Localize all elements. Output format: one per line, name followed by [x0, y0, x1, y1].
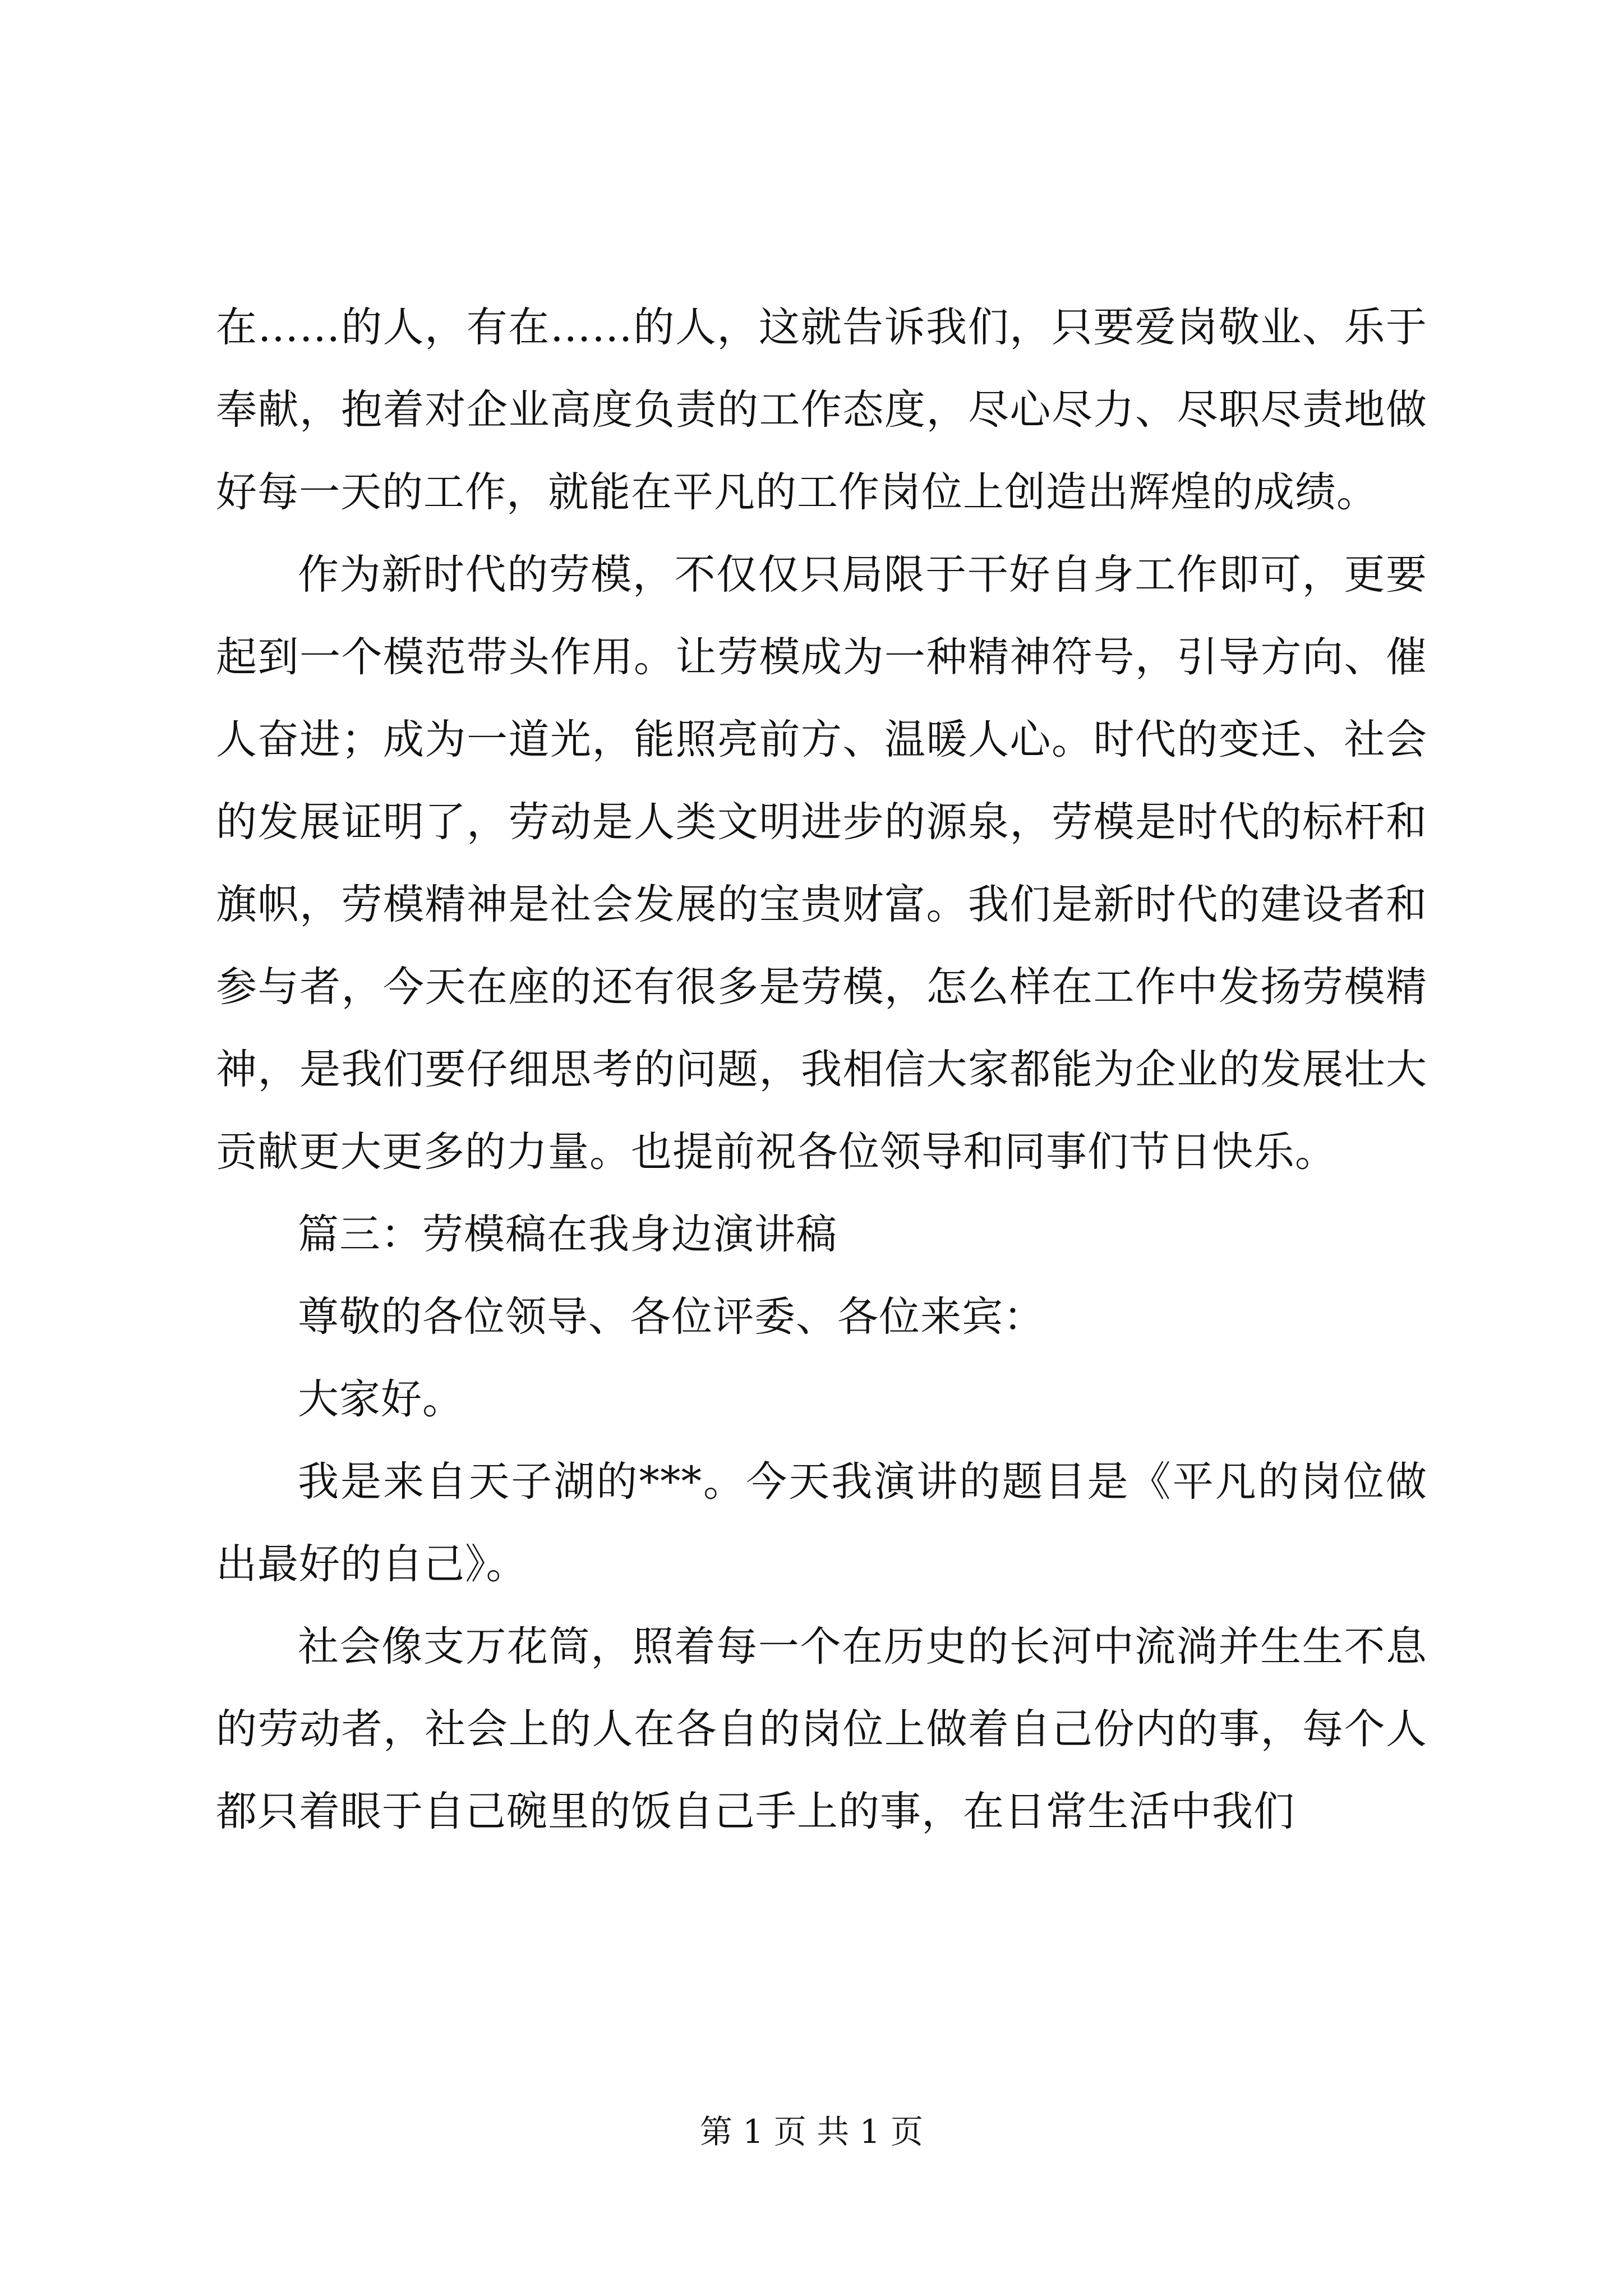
section-heading: 篇三：劳模稿在我身边演讲稿	[298, 1211, 837, 1258]
paragraph-introduction: 我是来自天子湖的***。今天我演讲的题目是《平凡的岗位做出最好的自己》。	[216, 1458, 1427, 1588]
paragraph-model-worker: 作为新时代的劳模，不仅仅只局限于干好自身工作即可，更要起到一个模范带头作用。让劳模成为一种精神符号，引导方向、催人奋进；成为一道光，能照亮前方、温暖人心。时代的变迁、社会的发展证明了，劳动是人类文明进步的源泉，劳模是时代的标杆和旗帜，劳模精神是社会发展的宝贵财富。我们是新时代的建设者和参与者，今天在座的还有很多是劳模，怎么样在工作中发扬劳模精神，是我们要仔细思考的问题，我相信大家都能为企业的发展壮大贡献更大更多的力量。也提前祝各位领导和同事们节日快乐。	[216, 551, 1427, 1176]
document-body	[216, 286, 1427, 1853]
paragraph-continuation: 在……的人，有在……的人，这就告诉我们，只要爱岗敬业、乐于奉献，抱着对企业高度负责的工作态度，尽心尽力、尽职尽责地做好每一天的工作，就能在平凡的工作岗位上创造出辉煌的成绩。	[216, 303, 1427, 516]
greeting: 大家好。	[298, 1375, 464, 1423]
salutation: 尊敬的各位领导、各位评委、各位来宾：	[298, 1293, 1045, 1341]
page-footer: 第 1 页 共 1 页	[700, 2113, 923, 2151]
paragraph-society: 社会像支万花筒，照着每一个在历史的长河中流淌并生生不息的劳动者，社会上的人在各自的岗位上做着自己份内的事，每个人都只着眼于自己碗里的饭自己手上的事，在日常生活中我们	[216, 1623, 1427, 1835]
